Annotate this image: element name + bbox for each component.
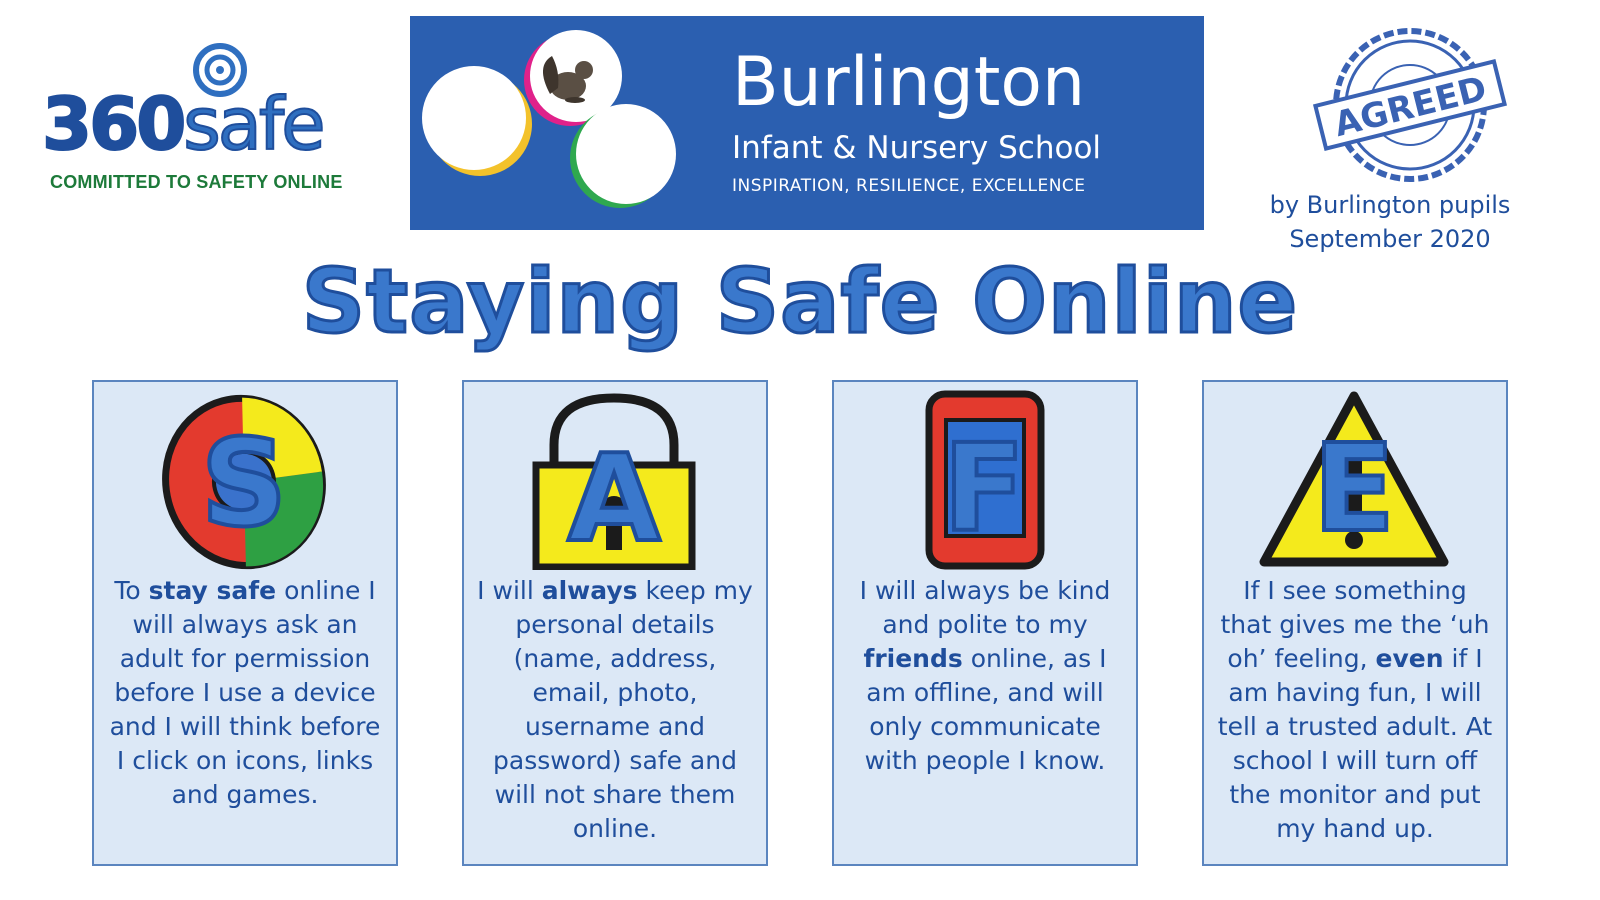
card-text: If I see something that gives me the ‘uh oh’ feeling, even if I am having fun, I will tell a trusted adult. At school I will turn off the monitor and put my hand up. [1217, 576, 1493, 843]
card-letter: A [567, 430, 661, 569]
logo-tagline: COMMITTED TO SAFETY ONLINE [50, 172, 343, 192]
card-letter: F [943, 420, 1025, 559]
card-text: To stay safe online I will always ask an adult for permission before I use a device and I will think before I click on icons, links and games. [109, 576, 381, 809]
360safe-logo [40, 40, 380, 200]
card-f [832, 380, 1138, 866]
logo-wordmark: 360safe [42, 82, 323, 166]
byline-author: by Burlington pupils [1269, 191, 1511, 219]
card-letter: S [200, 415, 288, 554]
school-name: Burlington [732, 43, 1086, 122]
byline [1240, 188, 1540, 256]
stamp-text: AGREED [1330, 68, 1491, 146]
card-text: I will always keep my personal details (name, address, email, photo, username and password) safe and will not share them online. [477, 576, 753, 843]
school-banner [410, 16, 1204, 230]
warning-triangle-icon [1254, 390, 1454, 570]
card-e [1202, 380, 1508, 866]
phone-icon [884, 390, 1084, 570]
school-logo-icon [410, 16, 710, 230]
card-s [92, 380, 398, 866]
byline-date: September 2020 [1289, 225, 1491, 253]
browser-logo-icon [144, 390, 344, 570]
card-letter: E [1313, 420, 1395, 559]
school-motto: INSPIRATION, RESILIENCE, EXCELLENCE [732, 176, 1086, 196]
card-text: I will always be kind and polite to my friends online, as I am offline, and will only communicate with people I know. [859, 576, 1111, 775]
padlock-icon [514, 390, 714, 570]
page-title: Staying Safe Online [301, 250, 1299, 353]
school-subtitle: Infant & Nursery School [732, 130, 1102, 166]
agreed-stamp [1310, 20, 1510, 190]
card-a [462, 380, 768, 866]
